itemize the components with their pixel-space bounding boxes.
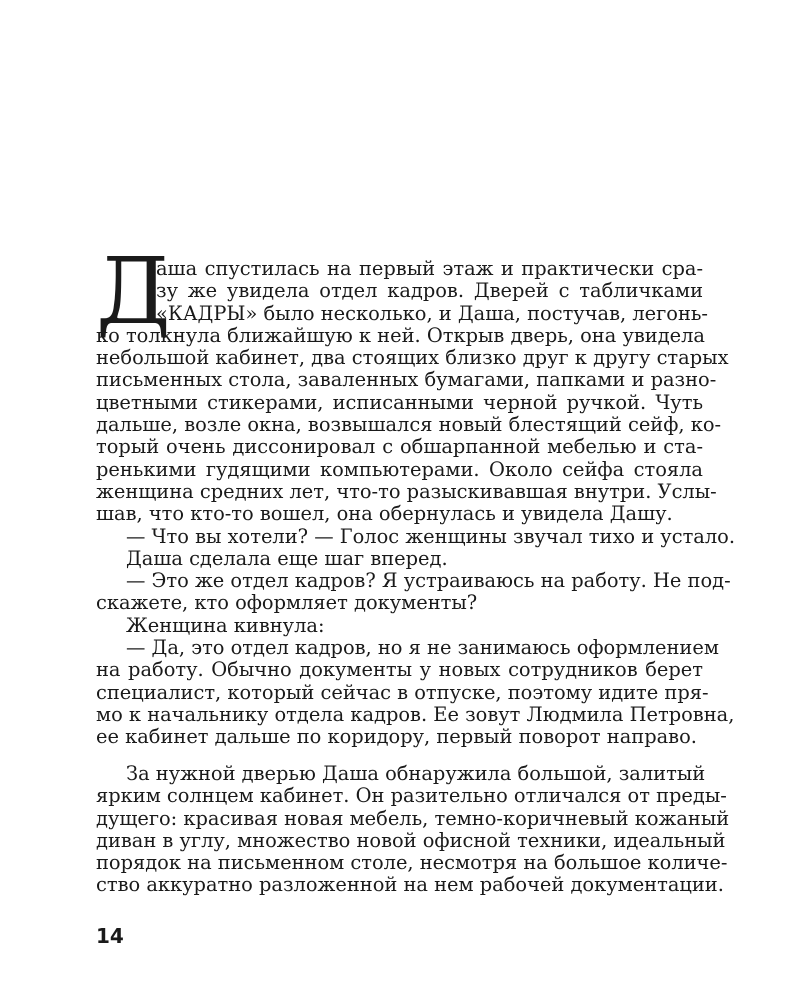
text-line: Даша сделала еще шаг вперед. <box>126 546 448 570</box>
dialogue-line: — Да, это отдел кадров, но я не занимаюсь оформлением <box>126 636 719 660</box>
dialogue-line: — Что вы хотели? — Голос женщины звучал тихо и устало. <box>126 524 736 548</box>
text-line: ство аккуратно разложенной на нем рабочей документации. <box>96 873 724 897</box>
text-line: ренькими гудящими компьютерами. Около сейфа стояла <box>96 457 703 481</box>
text-line: торый очень диссонировал с обшарпанной мебелью и ста- <box>96 435 703 459</box>
text-line: женщина средних лет, что-то разыскивавшая внутри. Услы- <box>96 479 717 503</box>
text-line: «КАДРЫ» было несколько, и Даша, постучав, легонь- <box>156 301 708 325</box>
text-line: ко толкнула ближайшую к ней. Открыв дверь, она увидела <box>96 323 705 347</box>
text-line: дальше, возле окна, возвышался новый блестящий сейф, ко- <box>96 413 722 437</box>
text-line: зу же увидела отдел кадров. Дверей с табличками <box>156 279 703 303</box>
dialogue-line: — Это же отдел кадров? Я устраиваюсь на работу. Не под- <box>126 569 731 593</box>
text-line: цветными стикерами, исписанными черной ручкой. Чуть <box>96 390 703 414</box>
text-line: дущего: красивая новая мебель, темно-коричневый кожаный <box>96 806 730 830</box>
text-line: шав, что кто-то вошел, она обернулась и увидела Дашу. <box>96 502 673 526</box>
main-text-block <box>96 257 736 749</box>
text-line: Женщина кивнула: <box>126 613 325 637</box>
text-line: аша спустилась на первый этаж и практически сра- <box>156 257 703 280</box>
second-text-block <box>96 762 730 897</box>
text-line: мо к начальнику отдела кадров. Ее зовут Людмила Петровна, <box>96 702 735 726</box>
text-line: ее кабинет дальше по коридору, первый поворот направо. <box>96 725 697 749</box>
text-line: порядок на письменном столе, несмотря на большое количе- <box>96 851 728 875</box>
drop-cap: Д <box>96 238 171 345</box>
text-line: скажете, кто оформляет документы? <box>96 591 478 615</box>
text-line: письменных стола, заваленных бумагами, папками и разно- <box>96 368 717 392</box>
page-number: 14 <box>96 924 124 948</box>
text-line: небольшой кабинет, два стоящих близко друг к другу старых <box>96 346 729 370</box>
text-line: ярким солнцем кабинет. Он разительно отличался от преды- <box>96 784 727 808</box>
text-line: на работу. Обычно документы у новых сотрудников берет <box>96 658 703 682</box>
text-line: специалист, который сейчас в отпуске, поэтому идите пря- <box>96 680 709 704</box>
text-line: За нужной дверью Даша обнаружила большой, залитый <box>126 762 706 785</box>
text-line: диван в углу, множество новой офисной техники, идеальный <box>96 828 726 852</box>
